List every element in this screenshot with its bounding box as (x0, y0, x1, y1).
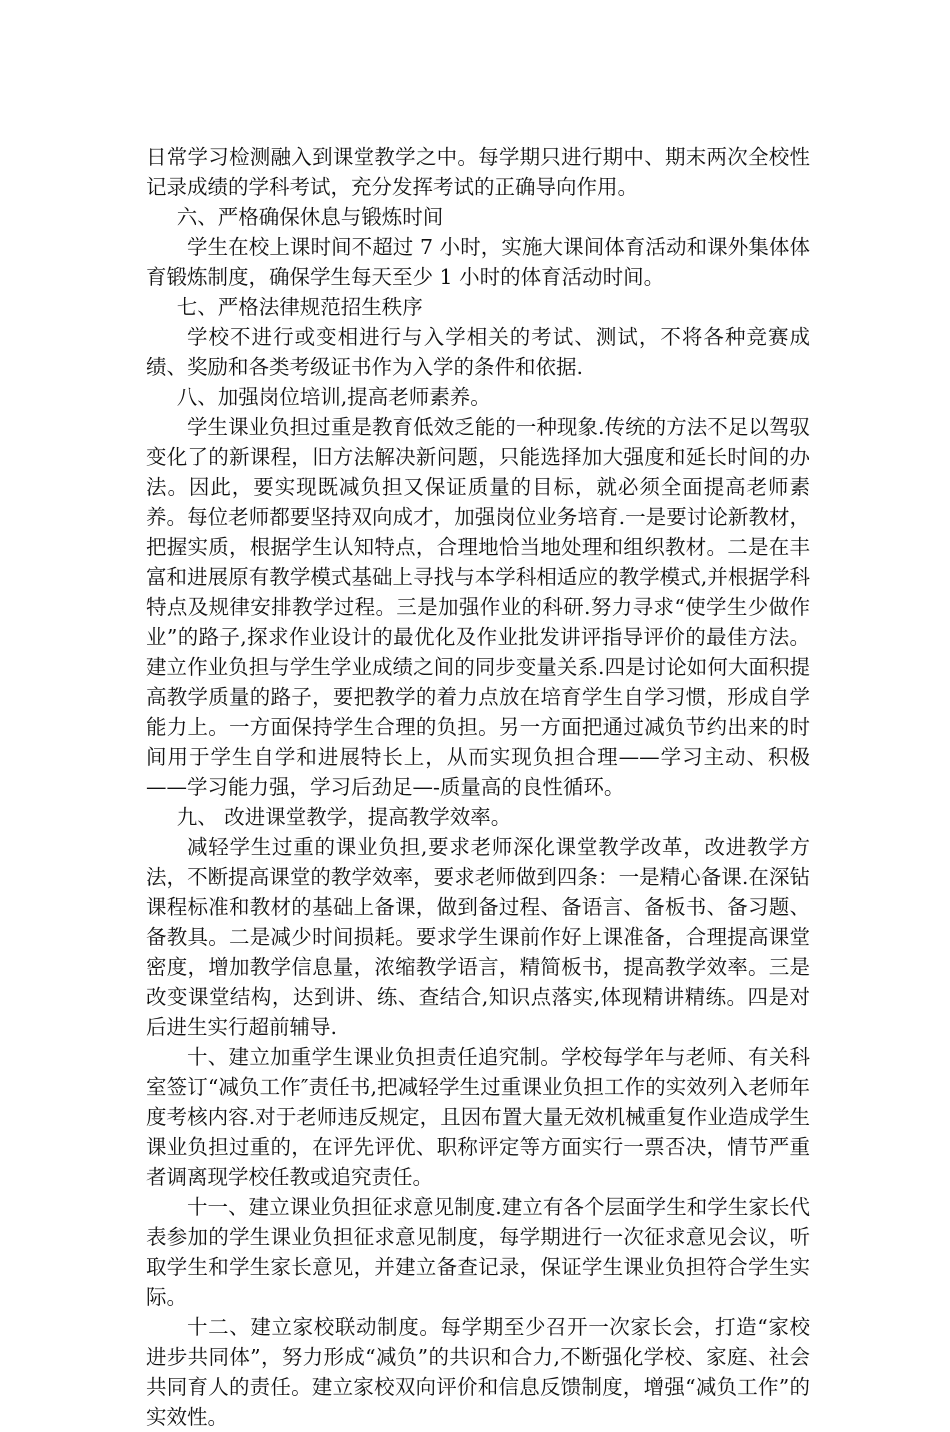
body-paragraph: 学生课业负担过重是教育低效乏能的一种现象.传统的方法不足以驾驭变化了的新课程，旧方法解决新问题，只能选择加大强度和延长时间的办法。因此，要实现既减负担又保证质量的目标，就必须全面提高老师素养。每位老师都要坚持双向成才，加强岗位业务培育.一是要讨论新教材，把握实质，根据学生认知特点，合理地恰当地处理和组织教材。二是在丰富和进展原有教学模式基础上寻找与本学科相适应的教学模式,并根据学科特点及规律安排教学过程。三是加强作业的科研.努力寻求“使学生少做作业”的路子,探求作业设计的最优化及作业批发讲评指导评价的最佳方法。建立作业负担与学生学业成绩之间的同步变量关系.四是讨论如何大面积提高教学质量的路子，要把教学的着力点放在培育学生自学习惯，形成自学能力上。一方面保持学生合理的负担。另一方面把通过减负节约出来的时间用于学生自学和进展特长上，从而实现负担合理——学习主动、积极——学习能力强，学习后劲足—-质量高的良性循环。 (146, 415, 810, 799)
body-paragraph: 减轻学生过重的课业负担,要求老师深化课堂教学改革，改进教学方法，不断提高课堂的教学效率，要求老师做到四条：一是精心备课.在深钻课程标准和教材的基础上备课，做到备过程、备语言、备板书、备习题、备教具。二是减少时间损耗。要求学生课前作好上课准备，合理提高课堂密度，增加教学信息量，浓缩教学语言，精简板书，提高教学效率。三是改变课堂结构，达到讲、练、查结合,知识点落实,体现精讲精练。四是对后进生实行超前辅导. (146, 835, 810, 1039)
section-paragraph-12: 十二、建立家校联动制度。每学期至少召开一次家长会，打造“家校进步共同体”，努力形成“减负”的共识和合力,不断强化学校、家庭、社会共同育人的责任。建立家校双向评价和信息反馈制度，增强“减负工作”的实效性。 (146, 1315, 810, 1429)
section-heading-7: 七、严格法律规范招生秩序 (176, 295, 423, 319)
body-paragraph-continued: 日常学习检测融入到课堂教学之中。每学期只进行期中、期末两次全校性记录成绩的学科考试，充分发挥考试的正确导向作用。 (146, 145, 810, 199)
section-heading-9: 九、 改进课堂教学，提高教学效率。 (176, 805, 512, 829)
document-page (146, 142, 810, 1432)
section-heading-8: 八、加强岗位培训,提高老师素养。 (176, 385, 491, 409)
section-paragraph-10: 十、建立加重学生课业负担责任追究制。学校每学年与老师、有关科室签订“减负工作″责任书,把减轻学生过重课业负担工作的实效列入老师年度考核内容.对于老师违反规定，且因布置大量无效机械重复作业造成学生课业负担过重的，在评先评优、职称评定等方面实行一票否决，情节严重者调离现学校任教或追究责任。 (146, 1045, 810, 1189)
body-paragraph: 学校不进行或变相进行与入学相关的考试、测试，不将各种竞赛成绩、奖励和各类考级证书作为入学的条件和依据. (146, 325, 810, 379)
section-paragraph-11: 十一、建立课业负担征求意见制度.建立有各个层面学生和学生家长代表参加的学生课业负担征求意见制度，每学期进行一次征求意见会议，听取学生和学生家长意见，并建立备查记录，保证学生课业负担符合学生实际。 (146, 1195, 810, 1309)
section-heading-6: 六、严格确保休息与锻炼时间 (176, 205, 444, 229)
body-paragraph: 学生在校上课时间不超过 7 小时，实施大课间体育活动和课外集体体育锻炼制度，确保学生每天至少 1 小时的体育活动时间。 (146, 235, 810, 289)
